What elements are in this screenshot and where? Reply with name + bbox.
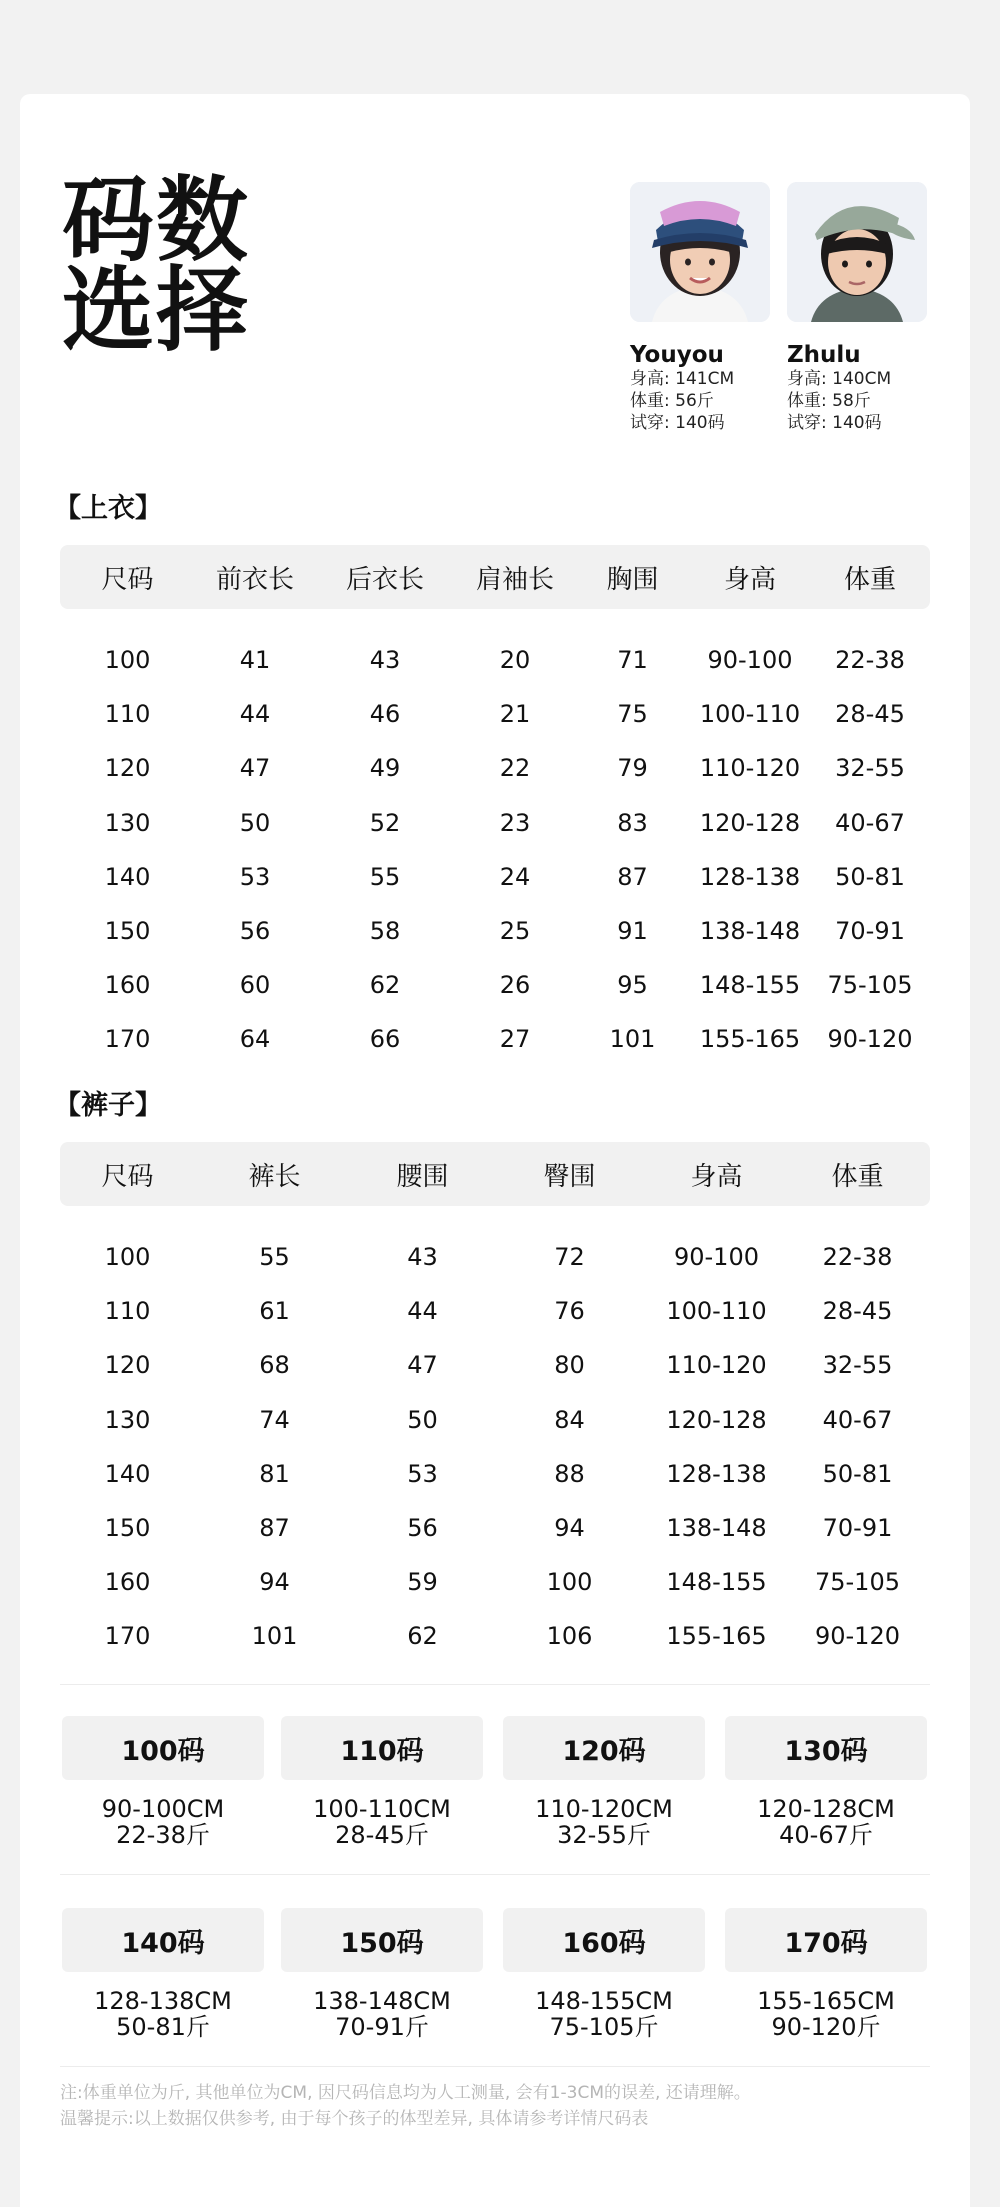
size-height-range: 148-155CM xyxy=(535,1987,673,2015)
pants-table-header xyxy=(60,1142,930,1206)
size-height-range: 155-165CM xyxy=(757,1987,895,2015)
size-weight-range: 28-45斤 xyxy=(335,1821,429,1849)
table-cell: 170 xyxy=(104,1025,151,1054)
size-guide-item xyxy=(725,1908,927,2040)
table-cell: 24 xyxy=(499,862,531,891)
table-cell: 120 xyxy=(104,754,151,783)
table-cell: 87 xyxy=(617,862,648,891)
header-cell: 腰围 xyxy=(396,1161,449,1192)
table-row xyxy=(60,1555,930,1609)
table-cell: 101 xyxy=(609,1025,656,1054)
pants-section-label: 【裤子】 xyxy=(54,1090,162,1121)
table-cell: 90-100 xyxy=(673,1243,759,1272)
size-guide-item xyxy=(281,1908,483,2040)
table-cell: 138-148 xyxy=(666,1514,767,1543)
size-label: 130码 xyxy=(725,1716,927,1780)
table-cell: 64 xyxy=(239,1025,271,1054)
page-title xyxy=(62,167,282,364)
table-cell: 84 xyxy=(554,1405,585,1434)
size-height-range: 90-100CM xyxy=(101,1795,225,1823)
table-row xyxy=(60,1447,930,1501)
table-cell: 60 xyxy=(239,971,271,1000)
table-cell: 68 xyxy=(259,1351,290,1380)
table-cell: 95 xyxy=(617,971,648,1000)
table-cell: 87 xyxy=(259,1514,290,1543)
size-guide-item xyxy=(62,1716,264,1848)
divider xyxy=(60,2066,930,2067)
table-row xyxy=(60,796,930,850)
table-cell: 90-100 xyxy=(707,646,793,675)
table-cell: 91 xyxy=(617,917,648,946)
note-line-2: 温馨提示:以上数据仅供参考, 由于每个孩子的体型差异, 具体请参考详情尺码表 xyxy=(60,2109,649,2129)
size-guide-item xyxy=(725,1716,927,1848)
size-guide-item xyxy=(281,1716,483,1848)
table-cell: 110-120 xyxy=(699,754,801,783)
table-cell: 22-38 xyxy=(822,1243,893,1272)
table-cell: 130 xyxy=(104,808,151,837)
table-cell: 120-128 xyxy=(666,1405,767,1434)
table-cell: 50 xyxy=(239,808,271,837)
header-cell: 臀围 xyxy=(543,1161,596,1192)
table-cell: 101 xyxy=(251,1622,298,1651)
table-row xyxy=(60,687,930,741)
table-cell: 28-45 xyxy=(822,1297,893,1326)
size-label: 100码 xyxy=(62,1716,264,1780)
table-cell: 130 xyxy=(104,1405,151,1434)
model-height: 身高: 140CM xyxy=(787,369,892,389)
table-cell: 40-67 xyxy=(822,1405,893,1434)
table-cell: 58 xyxy=(369,917,401,946)
table-cell: 148-155 xyxy=(666,1568,767,1597)
size-label: 150码 xyxy=(281,1908,483,1972)
table-cell: 83 xyxy=(617,808,648,837)
size-chart-card xyxy=(20,94,970,2207)
header-cell: 肩袖长 xyxy=(475,564,554,595)
size-guide-item xyxy=(503,1716,705,1848)
table-cell: 100-110 xyxy=(699,700,801,729)
table-row xyxy=(60,1501,930,1555)
table-row xyxy=(60,1393,930,1447)
table-cell: 47 xyxy=(239,754,271,783)
model-height: 身高: 141CM xyxy=(630,369,735,389)
model-name: Zhulu xyxy=(787,342,861,368)
size-guide-item xyxy=(62,1908,264,2040)
size-height-range: 128-138CM xyxy=(94,1987,232,2015)
size-height-range: 110-120CM xyxy=(535,1795,673,1823)
header-cell: 后衣长 xyxy=(345,564,424,595)
table-cell: 22-38 xyxy=(835,646,905,675)
size-height-range: 100-110CM xyxy=(313,1795,451,1823)
table-cell: 155-165 xyxy=(699,1025,801,1054)
size-guide-item xyxy=(503,1908,705,2040)
table-cell: 23 xyxy=(499,808,531,837)
table-cell: 44 xyxy=(407,1297,438,1326)
table-cell: 20 xyxy=(499,646,531,675)
table-row xyxy=(60,1284,930,1338)
table-cell: 25 xyxy=(499,917,531,946)
table-cell: 46 xyxy=(369,700,401,729)
table-cell: 50-81 xyxy=(835,862,905,891)
tops-table-header xyxy=(60,545,930,609)
table-cell: 150 xyxy=(104,917,151,946)
table-cell: 32-55 xyxy=(822,1351,893,1380)
header-cell: 胸围 xyxy=(606,564,659,595)
table-cell: 40-67 xyxy=(835,808,905,837)
table-cell: 90-120 xyxy=(814,1622,900,1651)
table-cell: 110 xyxy=(104,700,151,729)
size-weight-range: 70-91斤 xyxy=(335,2013,429,2041)
table-cell: 94 xyxy=(259,1568,290,1597)
table-row xyxy=(60,1012,930,1066)
table-cell: 47 xyxy=(407,1351,438,1380)
table-cell: 53 xyxy=(239,862,271,891)
table-row xyxy=(60,633,930,687)
note-line-1: 注:体重单位为斤, 其他单位为CM, 因尺码信息均为人工测量, 会有1-3CM的误差, 还请理解。 xyxy=(60,2083,751,2103)
size-label: 140码 xyxy=(62,1908,264,1972)
table-cell: 75 xyxy=(617,700,648,729)
table-cell: 26 xyxy=(499,971,531,1000)
table-cell: 138-148 xyxy=(699,917,801,946)
table-cell: 81 xyxy=(259,1459,290,1488)
header-cell: 尺码 xyxy=(101,1161,154,1192)
table-cell: 50-81 xyxy=(822,1459,893,1488)
model-card-zhulu xyxy=(787,182,929,434)
divider xyxy=(60,1874,930,1875)
table-cell: 100 xyxy=(104,646,151,675)
divider xyxy=(60,1684,930,1685)
header-cell: 体重 xyxy=(831,1161,884,1192)
table-cell: 53 xyxy=(407,1459,438,1488)
table-row xyxy=(60,850,930,904)
model-card-youyou xyxy=(630,182,772,434)
model-weight: 体重: 56斤 xyxy=(630,391,714,411)
table-cell: 62 xyxy=(369,971,401,1000)
table-cell: 62 xyxy=(407,1622,438,1651)
table-cell: 76 xyxy=(554,1297,585,1326)
table-cell: 74 xyxy=(259,1405,290,1434)
table-cell: 72 xyxy=(554,1243,585,1272)
tops-table-body xyxy=(60,633,930,1067)
model-photo-zhulu xyxy=(787,182,927,322)
size-weight-range: 32-55斤 xyxy=(557,1821,651,1849)
table-cell: 28-45 xyxy=(835,700,905,729)
model-photo-youyou xyxy=(630,182,770,322)
header-cell: 体重 xyxy=(843,564,896,595)
table-cell: 128-138 xyxy=(666,1459,767,1488)
model-try-size: 试穿: 140码 xyxy=(630,413,725,433)
table-cell: 128-138 xyxy=(699,862,801,891)
header-cell: 身高 xyxy=(723,564,776,595)
table-cell: 140 xyxy=(104,862,151,891)
table-cell: 100 xyxy=(546,1568,593,1597)
table-cell: 70-91 xyxy=(822,1514,893,1543)
size-label: 120码 xyxy=(503,1716,705,1780)
model-weight: 体重: 58斤 xyxy=(787,391,871,411)
table-cell: 88 xyxy=(554,1459,585,1488)
size-label: 160码 xyxy=(503,1908,705,1972)
size-weight-range: 40-67斤 xyxy=(779,1821,873,1849)
table-cell: 75-105 xyxy=(827,971,913,1000)
table-cell: 32-55 xyxy=(835,754,905,783)
tops-section-label: 【上衣】 xyxy=(54,493,162,524)
table-cell: 52 xyxy=(369,808,401,837)
table-cell: 120 xyxy=(104,1351,151,1380)
table-cell: 70-91 xyxy=(835,917,905,946)
table-cell: 61 xyxy=(259,1297,290,1326)
table-cell: 44 xyxy=(239,700,271,729)
table-cell: 155-165 xyxy=(666,1622,767,1651)
table-cell: 49 xyxy=(369,754,401,783)
header-cell: 前衣长 xyxy=(215,564,294,595)
table-cell: 75-105 xyxy=(814,1568,900,1597)
model-name: Youyou xyxy=(630,342,724,368)
table-cell: 148-155 xyxy=(699,971,801,1000)
footnotes xyxy=(60,2080,940,2132)
size-label: 170码 xyxy=(725,1908,927,1972)
table-cell: 110-120 xyxy=(666,1351,767,1380)
table-cell: 41 xyxy=(239,646,271,675)
table-cell: 43 xyxy=(369,646,401,675)
table-cell: 90-120 xyxy=(827,1025,913,1054)
table-cell: 66 xyxy=(369,1025,401,1054)
size-weight-range: 90-120斤 xyxy=(771,2013,881,2041)
table-cell: 150 xyxy=(104,1514,151,1543)
table-cell: 55 xyxy=(369,862,401,891)
table-cell: 100-110 xyxy=(666,1297,767,1326)
table-cell: 59 xyxy=(407,1568,438,1597)
table-cell: 80 xyxy=(554,1351,585,1380)
header-cell: 尺码 xyxy=(101,564,154,595)
model-try-size: 试穿: 140码 xyxy=(787,413,882,433)
table-cell: 94 xyxy=(554,1514,585,1543)
table-cell: 160 xyxy=(104,971,151,1000)
table-cell: 71 xyxy=(617,646,648,675)
size-height-range: 138-148CM xyxy=(313,1987,451,2015)
size-weight-range: 22-38斤 xyxy=(116,1821,210,1849)
table-row xyxy=(60,1609,930,1663)
table-cell: 22 xyxy=(499,754,531,783)
table-cell: 106 xyxy=(546,1622,593,1651)
table-row xyxy=(60,904,930,958)
table-cell: 79 xyxy=(617,754,648,783)
table-cell: 170 xyxy=(104,1622,151,1651)
title-line-2: 选择 xyxy=(62,257,251,364)
table-cell: 55 xyxy=(259,1243,290,1272)
pants-table-body xyxy=(60,1230,930,1664)
table-cell: 120-128 xyxy=(699,808,801,837)
header-cell: 身高 xyxy=(690,1161,743,1192)
table-cell: 21 xyxy=(499,700,531,729)
size-height-range: 120-128CM xyxy=(757,1795,895,1823)
size-weight-range: 75-105斤 xyxy=(549,2013,659,2041)
table-row xyxy=(60,741,930,795)
header-cell: 裤长 xyxy=(248,1161,301,1192)
table-cell: 160 xyxy=(104,1568,151,1597)
table-cell: 100 xyxy=(104,1243,151,1272)
table-row xyxy=(60,1338,930,1392)
table-cell: 140 xyxy=(104,1459,151,1488)
table-cell: 50 xyxy=(407,1405,438,1434)
title-line-1: 码数 xyxy=(62,167,251,274)
table-cell: 56 xyxy=(407,1514,438,1543)
table-cell: 110 xyxy=(104,1297,151,1326)
table-cell: 56 xyxy=(239,917,271,946)
table-cell: 27 xyxy=(499,1025,531,1054)
table-row xyxy=(60,958,930,1012)
size-weight-range: 50-81斤 xyxy=(116,2013,210,2041)
size-label: 110码 xyxy=(281,1716,483,1780)
table-cell: 43 xyxy=(407,1243,438,1272)
table-row xyxy=(60,1230,930,1284)
